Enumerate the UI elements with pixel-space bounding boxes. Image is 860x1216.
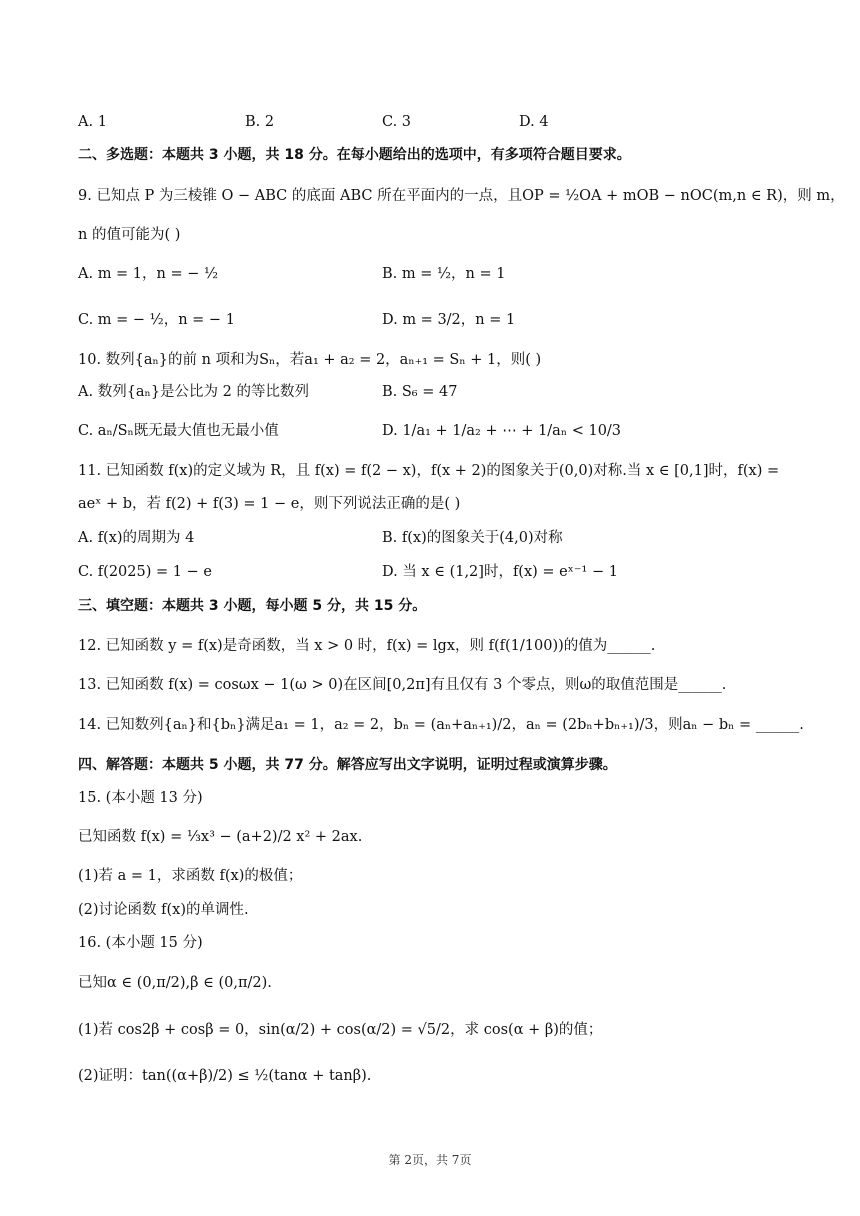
q13-text: 13. 已知函数 f(x) = cosωx − 1(ω > 0)在区间[0,2π]有且仅有 3 个零点，则ω的取值范围是______.	[78, 677, 727, 693]
q11-stem-line2: aeˣ + b，若 f(2) + f(3) = 1 − e，则下列说法正确的是( )	[78, 496, 461, 512]
q14-text: 14. 已知数列{aₙ}和{bₙ}满足a₁ = 1，a₂ = 2，bₙ = (aₙ+aₙ₊₁)/2，aₙ = (2bₙ+bₙ₊₁)/3，则aₙ − bₙ = ______.	[78, 717, 804, 733]
q15-part2: (2)讨论函数 f(x)的单调性.	[78, 902, 249, 918]
q8-option-c: C. 3	[382, 114, 412, 130]
q10-option-a: A. 数列{aₙ}是公比为 2 的等比数列	[78, 384, 310, 400]
q12-text: 12. 已知函数 y = f(x)是奇函数，当 x > 0 时，f(x) = lgx，则 f(f(1/100))的值为______.	[78, 638, 656, 654]
q11-option-c: C. f(2025) = 1 − e	[78, 564, 212, 580]
q16-heading: 16. (本小题 15 分)	[78, 935, 203, 951]
section2-heading: 二、多选题：本题共 3 小题，共 18 分。在每小题给出的选项中，有多项符合题目要求。	[78, 147, 631, 163]
q8-option-b: B. 2	[245, 114, 275, 130]
q9-option-c: C. m = − ½，n = − 1	[78, 312, 235, 328]
q10-stem: 10. 数列{aₙ}的前 n 项和为Sₙ，若a₁ + a₂ = 2，aₙ₊₁ = Sₙ + 1，则( )	[78, 352, 542, 368]
q10-option-b: B. S₆ = 47	[382, 384, 458, 400]
q8-option-a: A. 1	[78, 114, 107, 130]
section4-heading: 四、解答题：本题共 5 小题，共 77 分。解答应写出文字说明，证明过程或演算步骤。	[78, 757, 617, 773]
q9-option-d: D. m = 3/2，n = 1	[382, 312, 516, 328]
q16-given: 已知α ∈ (0,π/2),β ∈ (0,π/2).	[78, 975, 272, 991]
q10-option-d: D. 1/a₁ + 1/a₂ + ⋯ + 1/aₙ < 10/3	[382, 423, 622, 439]
q9-option-a: A. m = 1，n = − ½	[78, 266, 219, 282]
q9-stem-line1: 9. 已知点 P 为三棱锥 O − ABC 的底面 ABC 所在平面内的一点，且OP = ½OA + mOB − nOC(m,n ∈ R)，则 m，	[78, 188, 845, 204]
q16-part2: (2)证明：tan((α+β)/2) ≤ ½(tanα + tanβ).	[78, 1068, 372, 1084]
q15-heading: 15. (本小题 13 分)	[78, 790, 203, 806]
q11-option-d: D. 当 x ∈ (1,2]时，f(x) = eˣ⁻¹ − 1	[382, 564, 618, 580]
q9-stem-line2: n 的值可能为( )	[78, 227, 181, 243]
q11-stem-line1: 11. 已知函数 f(x)的定义域为 R，且 f(x) = f(2 − x)，f(x + 2)的图象关于(0,0)对称.当 x ∈ [0,1]时，f(x) =	[78, 463, 780, 479]
section3-heading: 三、填空题：本题共 3 小题，每小题 5 分，共 15 分。	[78, 598, 427, 614]
q10-option-c: C. aₙ/Sₙ既无最大值也无最小值	[78, 423, 279, 439]
q8-option-d: D. 4	[519, 114, 549, 130]
q15-part1: (1)若 a = 1，求函数 f(x)的极值；	[78, 868, 303, 884]
page-footer: 第 2页，共 7页	[388, 1153, 472, 1167]
q11-option-a: A. f(x)的周期为 4	[78, 530, 195, 546]
q9-option-b: B. m = ½，n = 1	[382, 266, 506, 282]
q15-given: 已知函数 f(x) = ⅓x³ − (a+2)/2 x² + 2ax.	[78, 829, 363, 845]
q11-option-b: B. f(x)的图象关于(4,0)对称	[382, 530, 563, 546]
q16-part1: (1)若 cos2β + cosβ = 0，sin(α/2) + cos(α/2) = √5/2，求 cos(α + β)的值；	[78, 1022, 603, 1038]
